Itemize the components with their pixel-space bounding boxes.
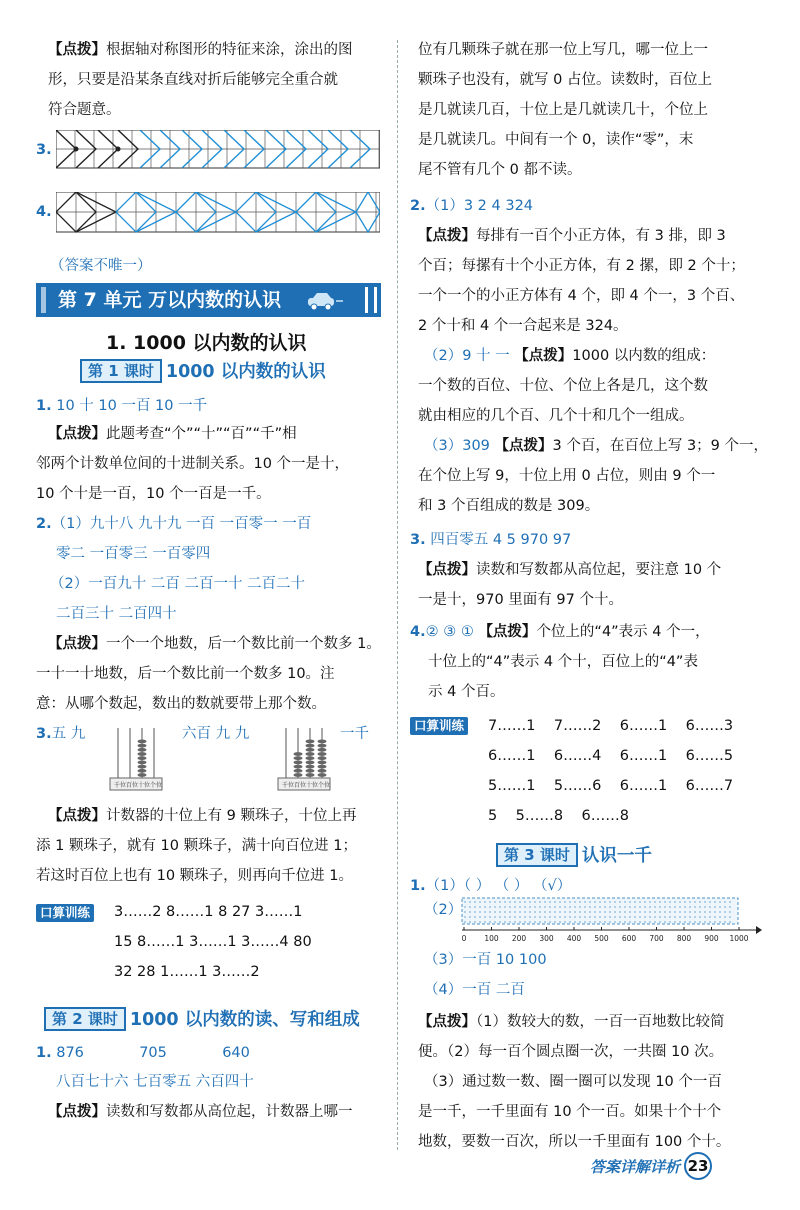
lesson-header-1	[80, 358, 326, 384]
text-line: 若这时百位上也有 10 颗珠子，则再向千位进 1。	[36, 868, 354, 884]
lesson-badge: 第 3 课时	[496, 843, 578, 867]
text-line: 一个数的百位、十位、个位上各是几，这个数	[418, 378, 708, 394]
tick-label: 0	[461, 934, 467, 943]
answer-line: 八百七十六 七百零五 六百四十	[56, 1074, 254, 1090]
answer-line: 一千	[340, 726, 369, 742]
answer-line: 3.五 九	[36, 726, 86, 742]
calc-practice-tag: 口算训练	[410, 716, 468, 736]
banner-bar-decoration	[41, 287, 46, 313]
answer-line: 4.② ③ ① 【点拨】个位上的“4”表示 4 个一，	[410, 624, 710, 640]
text-line: 邻两个计数单位间的十进制关系。10 个一是十，	[36, 456, 350, 472]
abacus-bead	[138, 752, 147, 756]
abacus-bead	[306, 740, 315, 744]
text-line: 十位上的“4”表示 4 个十，百位上的“4”表	[428, 654, 698, 670]
tick-label: 800	[676, 934, 692, 943]
text-line: 一个一个的小正方体有 4 个，即 4 个一，3 个百、	[418, 288, 745, 304]
text-line: 是几就读几百，十位上是几就读几十，个位上	[418, 102, 708, 118]
text-line: 示 4 个百。	[428, 684, 505, 700]
abacus-bead	[306, 756, 315, 760]
answer-line: （2）9 十 一 【点拨】1000 以内数的组成：	[424, 348, 716, 364]
text-line: 符合题意。	[48, 102, 121, 118]
abacus-bead	[306, 765, 315, 769]
abacus-bead	[138, 765, 147, 769]
grid-figure-q3	[56, 130, 380, 170]
tick-label: 900	[704, 934, 719, 943]
question-number: 4.	[36, 204, 52, 220]
abacus-label: 百位	[294, 782, 307, 789]
text-line: 个百；每摞有十个小正方体，有 2 摞，即 2 个十；	[418, 258, 745, 274]
answer-line: 2.（1）九十八 九十九 一百 一百零一 一百	[36, 516, 312, 532]
text-line: 形，只要是沿某条直线对折后能够完全重合就	[48, 72, 338, 88]
abacus-figure-2	[276, 726, 332, 792]
answer-line: 1. 876 705 640	[36, 1045, 250, 1061]
answer-line: 零二 一百零三 一百零四	[56, 546, 211, 562]
lesson-title: 1000 以内数的读、写和组成	[129, 1010, 360, 1030]
calc-answers: 7……1 7……2 6……1 6……3	[488, 718, 734, 734]
abacus-label: 百位	[126, 782, 139, 789]
calc-answers: 32 28 1……1 3……2	[114, 964, 260, 980]
page-number: 23	[684, 1152, 712, 1180]
text-line: 便。（2）每一百个圆点圈一次，一共圈 10 次。	[418, 1044, 724, 1060]
abacus-label: 个位	[150, 782, 163, 789]
abacus-bead	[138, 756, 147, 760]
calc-answers: 5……1 5……6 6……1 6……7	[488, 778, 734, 794]
abacus-bead	[138, 773, 147, 777]
calc-answers: 5 5……8 6……8	[488, 808, 629, 824]
text-line: 一是十，970 里面有 97 个十。	[418, 592, 623, 608]
tick-label: 1000	[729, 934, 749, 943]
tick-label: 100	[484, 934, 499, 943]
abacus-bead	[294, 761, 303, 765]
tick-label: 700	[649, 934, 664, 943]
abacus-bead	[138, 769, 147, 773]
text-line: 一十一十地数，后一个数比前一个数多 10。注	[36, 666, 335, 682]
abacus-bead	[318, 769, 327, 773]
abacus-bead	[318, 752, 327, 756]
calc-practice-tag: 口算训练	[36, 903, 94, 923]
lesson-badge: 第 1 课时	[80, 359, 162, 383]
text-line: 就由相应的几个百、几个十和几个一组成。	[418, 408, 694, 424]
abacus-bead	[318, 740, 327, 744]
abacus-label: 千位	[114, 782, 127, 789]
tick-label: 200	[511, 934, 527, 943]
text-line: 是几就读几。中间有一个 0，读作“零”，末	[418, 132, 694, 148]
number-line-figure	[456, 896, 764, 946]
tick-label: 400	[566, 934, 582, 943]
tip-line: 【点拨】根据轴对称图形的特征来涂，涂出的图	[48, 42, 353, 58]
abacus-bead	[294, 769, 303, 773]
abacus-bead	[306, 769, 315, 773]
grid-figure-q4	[56, 192, 380, 234]
lesson-header-2	[44, 1006, 360, 1032]
abacus-bead	[138, 761, 147, 765]
footer-text: 答案详解详析	[590, 1157, 681, 1176]
abacus-bead	[318, 765, 327, 769]
answer-line: 六百 九 九	[182, 726, 250, 742]
abacus-figure-1	[108, 726, 164, 792]
abacus-bead	[138, 740, 147, 744]
abacus-bead	[138, 744, 147, 748]
text-line: 和 3 个百组成的数是 309。	[418, 498, 600, 514]
tip-line: 【点拨】读数和写数都从高位起，计数器上哪一	[48, 1104, 353, 1120]
answer-line: 二百三十 二百四十	[56, 606, 177, 622]
abacus-bead	[294, 773, 303, 777]
lesson-badge: 第 2 课时	[44, 1007, 126, 1031]
text-line: 尾不管有几个 0 都不读。	[418, 162, 582, 178]
section-title: 1. 1000 以内数的认识	[106, 332, 307, 354]
answer-line: 1.（1）（ ） （ ） （√）	[410, 878, 572, 894]
abacus-bead	[306, 748, 315, 752]
answer-line: （3）309 【点拨】3 个百，在百位上写 3；9 个一，	[424, 438, 769, 454]
abacus-label: 千位	[282, 782, 295, 789]
tip-line: 【点拨】计数器的十位上有 9 颗珠子，十位上再	[48, 808, 357, 824]
text-line: 添 1 颗珠子，就有 10 颗珠子，满十向百位进 1；	[36, 838, 357, 854]
abacus-bead	[138, 748, 147, 752]
text-line: 在个位上写 9，十位上用 0 占位，则由 9 个一	[418, 468, 716, 484]
text-line: 地数，要数一百次，所以一千里面有 100 个十。	[418, 1134, 731, 1150]
answer-line: （4）一百 二百	[424, 982, 525, 998]
question-number: 3.	[36, 142, 52, 158]
answer-note: （答案不唯一）	[50, 258, 152, 274]
abacus-bead	[318, 748, 327, 752]
car-icon	[304, 292, 344, 310]
tick-label: 500	[594, 934, 609, 943]
abacus-bead	[294, 752, 303, 756]
answer-line: （2）	[424, 902, 463, 918]
tip-line: 【点拨】读数和写数都从高位起，要注意 10 个	[418, 562, 722, 578]
text-line: 位有几颗珠子就在那一位上写几，哪一位上一	[418, 42, 708, 58]
lesson-title: 1000 以内数的认识	[165, 362, 326, 382]
column-divider	[397, 40, 398, 1150]
lesson-header-3	[496, 842, 652, 868]
tip-line: 【点拨】一个一个地数，后一个数比前一个数多 1。	[48, 636, 381, 652]
abacus-label: 十位	[138, 782, 151, 789]
abacus-bead	[294, 765, 303, 769]
answer-line: 3. 四百零五 4 5 970 97	[410, 532, 572, 548]
unit-banner	[36, 283, 381, 317]
tip-line: 【点拨】（1）数较大的数，一百一百地数比较简	[418, 1014, 725, 1030]
text-line: 2 个十和 4 个一合起来是 324。	[418, 318, 628, 334]
unit-title: 第 7 单元 万以内数的认识	[58, 289, 282, 311]
answer-line: （2）一百九十 二百 二百一十 二百二十	[50, 576, 306, 592]
abacus-bead	[318, 744, 327, 748]
abacus-label: 十位	[306, 782, 319, 789]
page-footer	[590, 1152, 712, 1182]
answer-line: （3）一百 10 100	[424, 952, 547, 968]
calc-answers: 6……1 6……4 6……1 6……5	[488, 748, 734, 764]
text-line: （3）通过数一数、圈一圈可以发现 10 个一百	[424, 1074, 722, 1090]
text-line: 是一千，一千里面有 10 个一百。如果十个十个	[418, 1104, 722, 1120]
abacus-bead	[294, 756, 303, 760]
lesson-title: 认识一千	[581, 846, 652, 866]
answer-line: 1. 10 十 10 一百 10 一千	[36, 398, 208, 414]
tip-line: 【点拨】每排有一百个小正方体，有 3 排，即 3	[418, 228, 726, 244]
banner-bars-decoration	[365, 287, 377, 313]
abacus-bead	[318, 756, 327, 760]
abacus-bead	[306, 773, 315, 777]
tick-label: 600	[621, 934, 637, 943]
abacus-bead	[318, 761, 327, 765]
abacus-bead	[306, 761, 315, 765]
tick-label: 300	[539, 934, 554, 943]
text-line: 10 个十是一百，10 个一百是一千。	[36, 486, 271, 502]
calc-answers: 15 8……1 3……1 3……4 80	[114, 934, 312, 950]
abacus-bead	[306, 752, 315, 756]
tip-label: 【点拨】	[48, 42, 106, 58]
answer-line: 2.（1）3 2 4 324	[410, 198, 534, 214]
abacus-bead	[318, 773, 327, 777]
abacus-label: 个位	[318, 782, 331, 789]
text-line: 颗珠子也没有，就写 0 占位。读数时，百位上	[418, 72, 712, 88]
tip-line: 【点拨】此题考查“个”“十”“百”“千”相	[48, 426, 297, 442]
abacus-bead	[306, 744, 315, 748]
calc-answers: 3……2 8……1 8 27 3……1	[114, 904, 303, 920]
text-line: 意：从哪个数起，数出的数就要带上那个数。	[36, 696, 326, 712]
